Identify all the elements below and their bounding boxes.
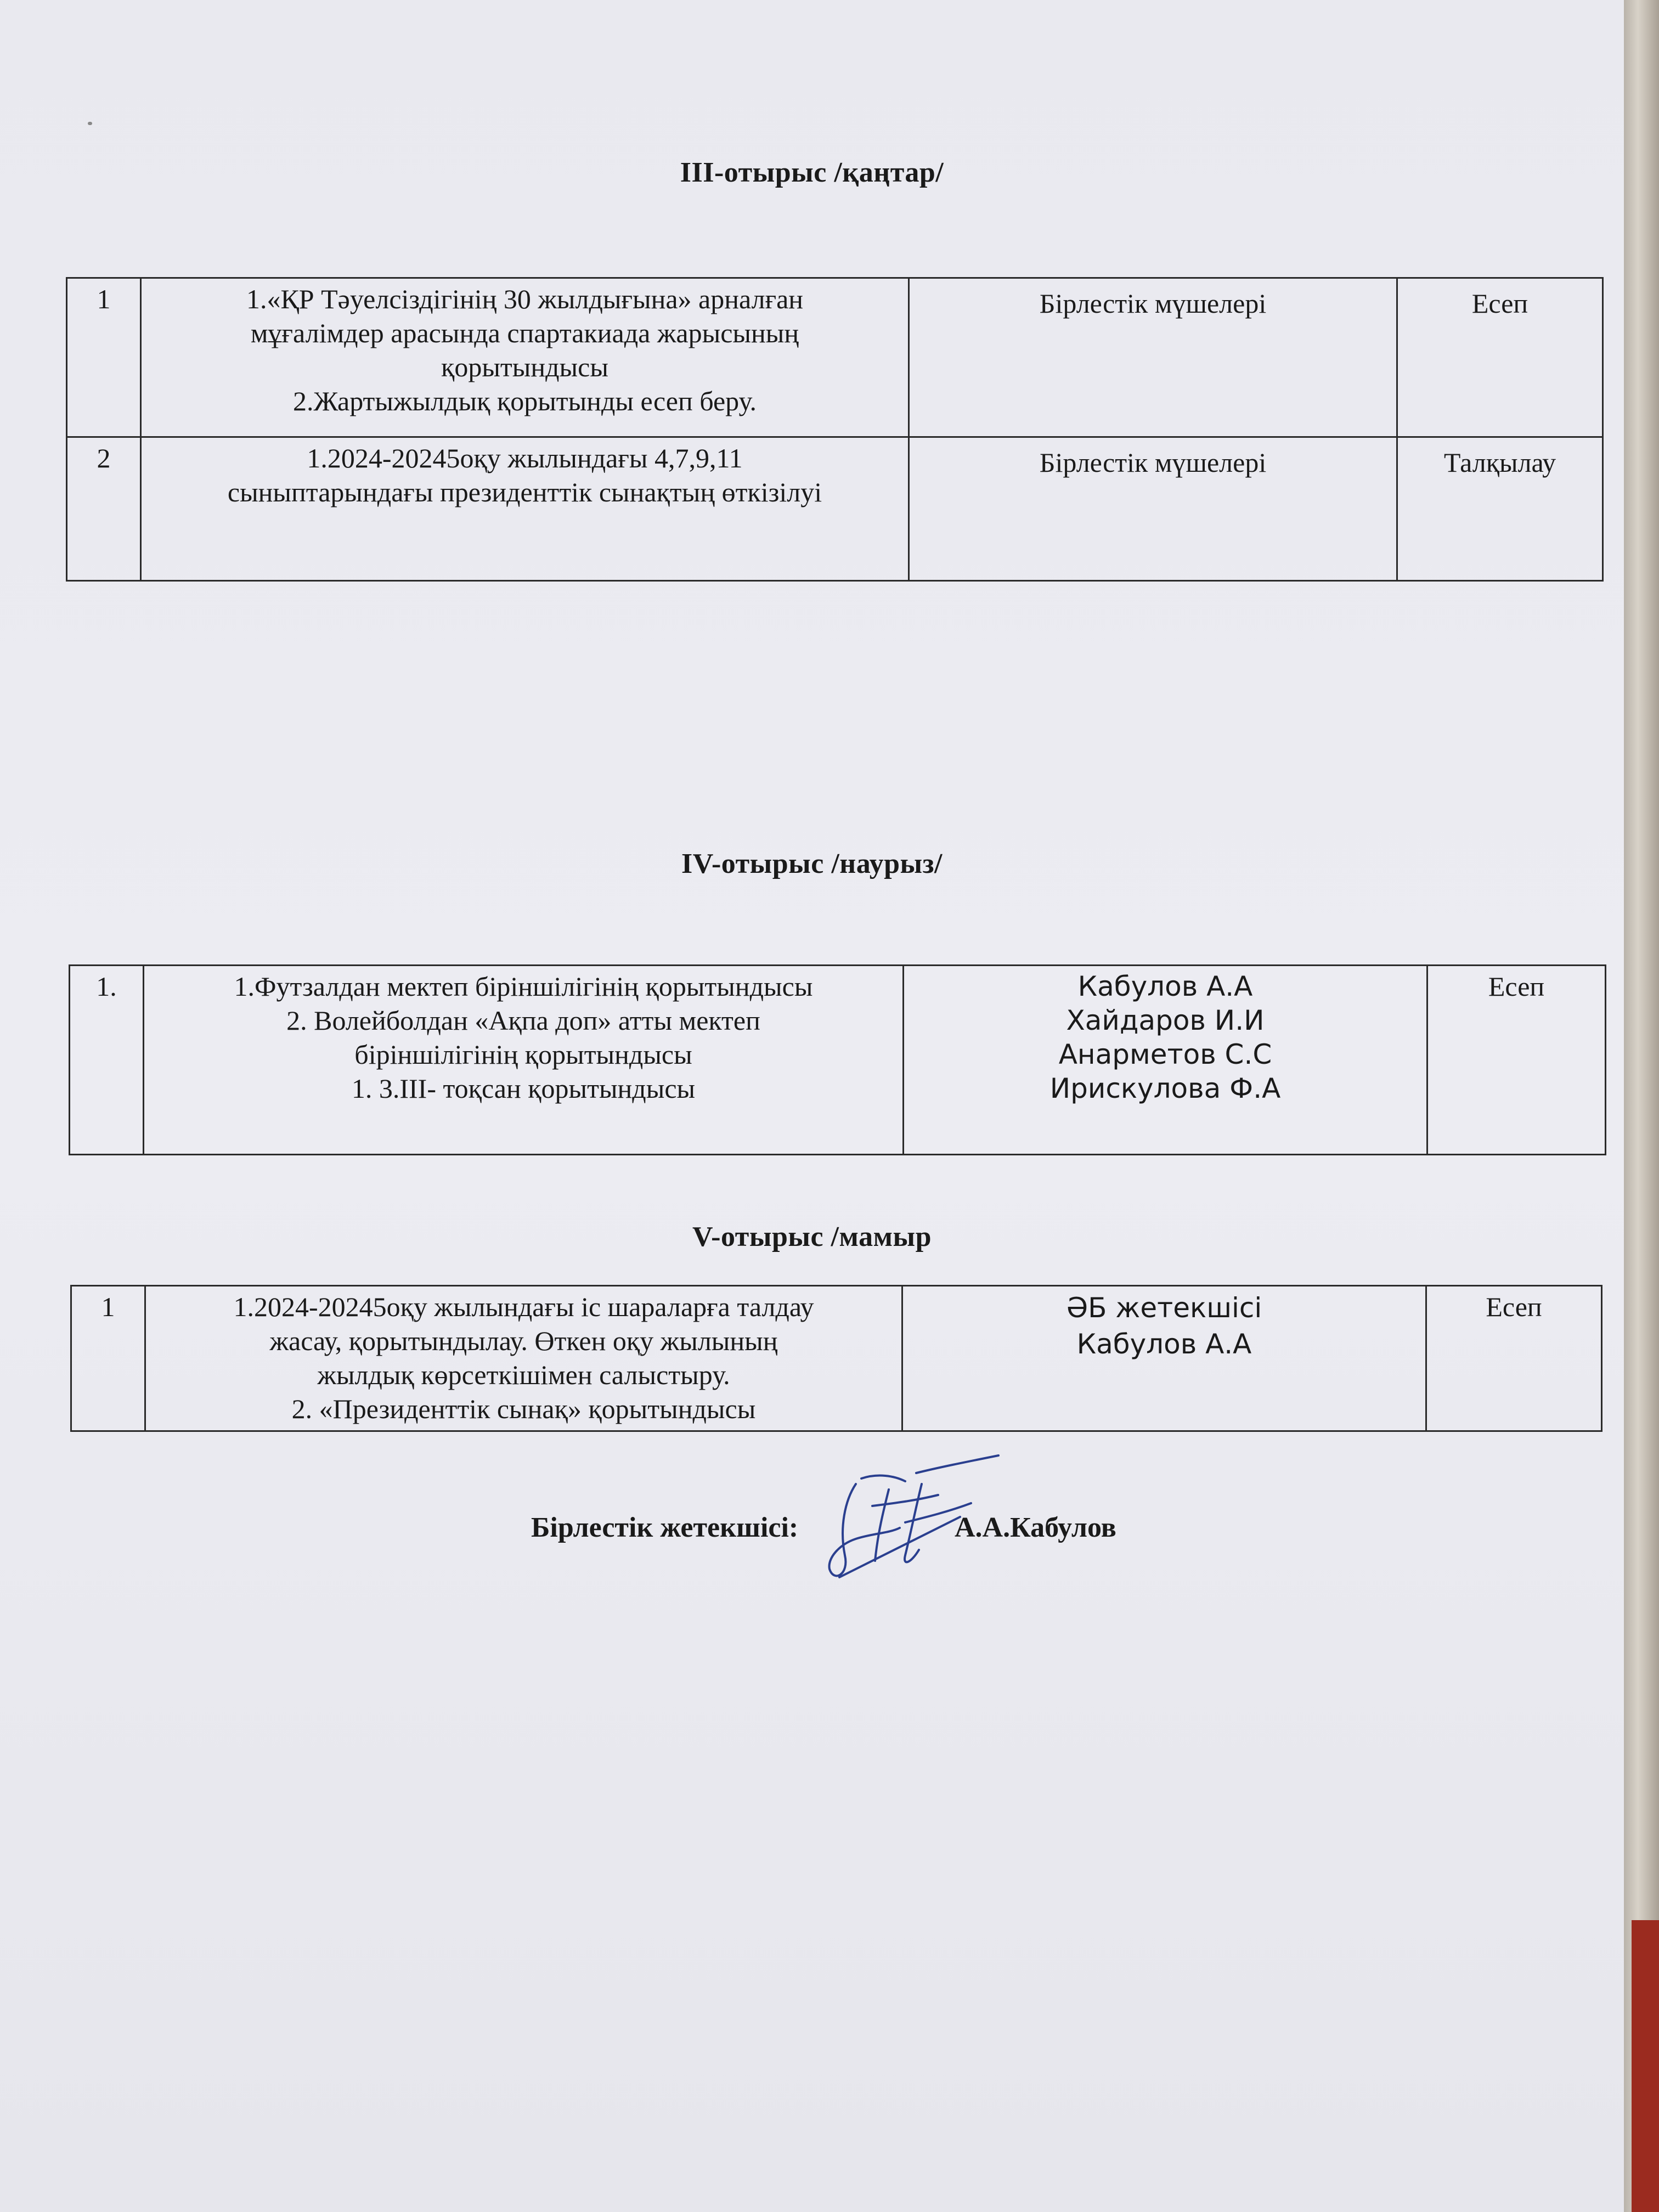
form-cell: Есеп — [1397, 278, 1603, 437]
topic-line: 2. «Президенттік сынақ» қорытындысы — [291, 1393, 756, 1424]
signature-block — [0, 1511, 1624, 1577]
responsible-line: Анарметов С.С — [1058, 1039, 1272, 1070]
responsible-cell — [909, 437, 1397, 581]
topic-line: 1.«ҚР Тәуелсіздігінің 30 жылдығына» арналған — [246, 284, 804, 314]
topic-line: 1.2024-20245оқу жылындағы іс шараларға талдау — [233, 1291, 814, 1322]
paper-speck — [88, 122, 92, 125]
topic-line: жылдық көрсеткішімен салыстыру. — [317, 1359, 730, 1390]
table-row — [71, 1286, 1602, 1431]
topic-line: 1.Футзалдан мектеп біріншілігінің қорытындысы — [234, 971, 813, 1002]
row-number: 1 — [71, 1286, 145, 1431]
responsible-line: Бірлестік мүшелері — [1039, 288, 1267, 319]
table-row — [70, 966, 1606, 1155]
meeting-4-heading: ІV-отырыс /наурыз/ — [681, 848, 943, 879]
responsible-cell — [902, 1286, 1426, 1431]
form-cell: Есеп — [1427, 966, 1606, 1155]
topic-line: мұғалімдер арасында спартакиада жарысының — [250, 318, 799, 348]
topic-line: жасау, қорытындылау. Өткен оқу жылының — [269, 1325, 778, 1356]
topic-cell — [144, 966, 904, 1155]
responsible-cell — [909, 278, 1397, 437]
topic-line: 1. 3.ІІІ- тоқсан қорытындысы — [351, 1073, 696, 1104]
topic-line: қорытындысы — [441, 352, 608, 382]
signatory-name: А.А.Кабулов — [955, 1512, 1116, 1543]
topic-line: 2.Жартыжылдық қорытынды есеп беру. — [292, 386, 757, 416]
responsible-line: Кабулов А.А — [1076, 1328, 1252, 1360]
form-cell: Талқылау — [1397, 437, 1603, 581]
row-number: 1. — [70, 966, 144, 1155]
topic-cell — [145, 1286, 902, 1431]
responsible-line: ӘБ жетекшісі — [1066, 1292, 1262, 1324]
topic-line: 2. Волейболдан «Ақпа доп» атты мектеп — [286, 1005, 760, 1036]
table-row — [67, 278, 1603, 437]
table-row — [67, 437, 1603, 581]
topic-cell — [141, 437, 909, 581]
background-edge — [1624, 0, 1659, 2212]
background-stripe — [1632, 1920, 1659, 2212]
meeting-3-heading: ІІІ-отырыс /қаңтар/ — [680, 157, 944, 188]
topic-cell — [141, 278, 909, 437]
topic-line: біріншілігінің қорытындысы — [354, 1039, 692, 1070]
signature-label: Бірлестік жетекшісі: — [531, 1512, 799, 1543]
meeting-5-heading: V-отырыс /мамыр — [692, 1221, 932, 1252]
responsible-line: Ирискулова Ф.А — [1049, 1073, 1281, 1104]
responsible-cell — [904, 966, 1427, 1155]
responsible-line: Хайдаров И.И — [1066, 1005, 1265, 1036]
meeting-4-table — [69, 964, 1606, 1155]
row-number: 2 — [67, 437, 141, 581]
responsible-line: Кабулов А.А — [1077, 970, 1253, 1002]
topic-line: 1.2024-20245оқу жылындағы 4,7,9,11 — [307, 443, 743, 473]
meeting-3-table — [66, 277, 1604, 582]
responsible-line: Бірлестік мүшелері — [1039, 447, 1267, 478]
meeting-5-table — [70, 1285, 1602, 1432]
form-cell: Есеп — [1426, 1286, 1602, 1431]
row-number: 1 — [67, 278, 141, 437]
topic-line: сыныптарындағы президенттік сынақтың өткізілуі — [227, 477, 822, 507]
